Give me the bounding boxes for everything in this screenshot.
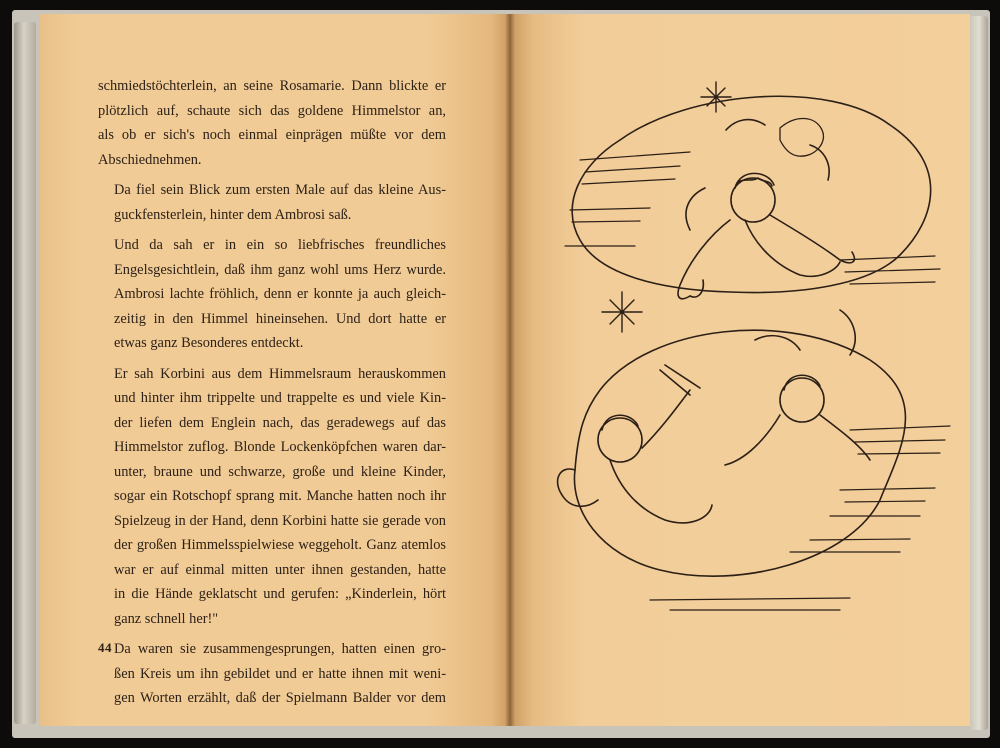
paragraph <box>98 74 446 172</box>
text-line: Da fiel sein Blick zum ersten Male auf das kleine Aus- <box>114 182 446 198</box>
text-line: Himmelstor zuflog. Blonde Lockenköpfchen waren dar- <box>114 439 446 455</box>
page-text <box>98 74 446 711</box>
page-number: 44 <box>98 640 112 655</box>
text-line: guckfensterlein, hinter dem Ambrosi saß. <box>114 206 352 223</box>
sparkle-icon <box>701 82 731 112</box>
text-line: Engelsgesichtlein, daß ihm ganz wohl ums Herz wurde. <box>114 261 446 278</box>
text-line: schmiedstöchterlein, an seine Rosamarie. Dann blickte er <box>98 78 446 94</box>
text-line: Und da sah er in ein so liebfrisches freundliches <box>114 237 446 253</box>
text-line: Ambrosi lachte fröhlich, denn er konnte ja auch gleich- <box>114 286 446 302</box>
cover-edge-right <box>968 16 988 730</box>
cover-edge-left <box>14 22 36 724</box>
text-line: der großen Himmelsspielwiese weggeholt. Ganz atemlos <box>114 537 446 553</box>
text-line: sogar ein Rotschopf sprang mit. Manche hatten noch ihr <box>114 488 446 504</box>
text-line: Da waren sie zusammengesprungen, hatten einen gro- <box>114 641 446 657</box>
text-line: unter, braune und schwarze, große und kleine Kinder, <box>114 463 446 480</box>
text-line: und hinter ihm trippelte und trappelte es und viele Kin- <box>114 390 446 406</box>
text-line: gen Worten erzählt, daß der Spielmann Balder vor dem <box>114 690 446 706</box>
cherubs-illustration <box>540 70 960 630</box>
text-line: war er auf einmal mitten unter ihnen gestanden, hatte <box>114 561 446 578</box>
cherub-figure-upper <box>678 120 854 299</box>
paragraph <box>98 233 446 356</box>
text-line: ßen Kreis um ihn gebildet und er hatte ihnen mit weni- <box>114 665 446 682</box>
text-line: als ob er sich's noch einmal einprägen müßte vor dem <box>98 127 446 143</box>
text-line: ganz schnell her!" <box>114 610 219 627</box>
text-line: Abschiednehmen. <box>98 151 202 168</box>
text-line: zeitig in den Himmel hineinsehen. Und dort hatte er <box>114 310 446 327</box>
sparkle-icon <box>602 292 642 332</box>
paragraph <box>98 362 446 632</box>
paragraph <box>98 178 446 227</box>
text-line: Spielzeug in der Hand, denn Korbini hatte sie gerade von <box>114 512 446 529</box>
paragraph <box>98 637 446 711</box>
text-line: in die Hände geklatscht und gerufen: „Kinderlein, hört <box>114 586 446 602</box>
book-gutter <box>505 14 515 726</box>
text-line: etwas ganz Besonderes entdeckt. <box>114 335 304 351</box>
text-line: plötzlich auf, schaute sich das goldene Himmelstor an, <box>98 102 446 119</box>
text-line: der liefen dem Englein nach, das geradewegs auf das <box>114 414 446 431</box>
cherub-figure-lower-left <box>558 365 712 523</box>
wing-upper <box>780 118 823 156</box>
text-line: Er sah Korbini aus dem Himmelsraum herauskommen <box>114 365 446 382</box>
upper-cloud <box>572 96 930 292</box>
